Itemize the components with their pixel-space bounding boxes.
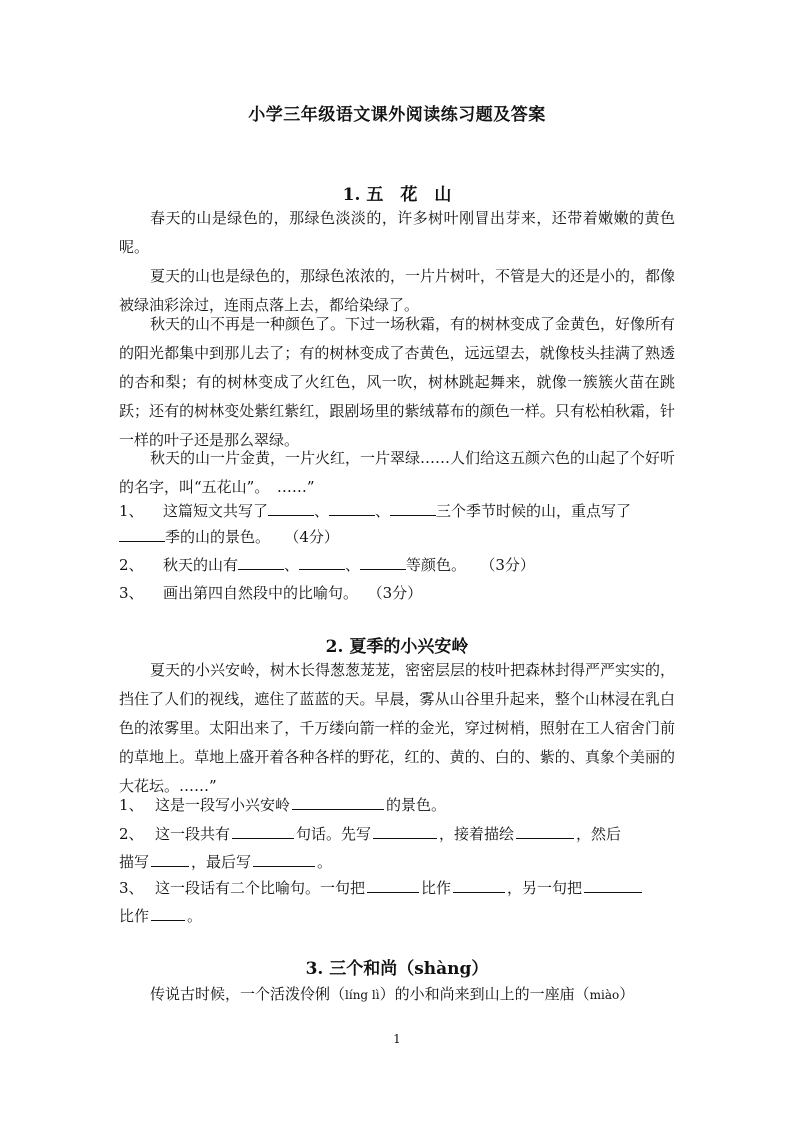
question-text: ，另一句把 <box>507 879 583 897</box>
section-heading-wuhuashan: 1. 五 花 山 <box>342 185 452 205</box>
question-text: 句话。先写 <box>296 825 372 843</box>
score: （3分） <box>480 556 535 574</box>
question-text: ，然后 <box>576 825 622 843</box>
section-heading-sangeheshang: 3. 三个和尚（shàng） <box>305 959 489 979</box>
question-text: 的景色。 <box>386 796 447 814</box>
question-number: 2、 <box>119 825 144 843</box>
question-number: 1、 <box>119 796 144 814</box>
question-number: 3、 <box>119 584 144 602</box>
question-text: 。 <box>187 907 203 925</box>
text-run: ）的小和尚来到山上的一座庙（ <box>379 985 590 1003</box>
question-text: 比作 <box>119 907 150 925</box>
question-text: 比作 <box>421 879 452 897</box>
answer-blank[interactable] <box>360 556 406 570</box>
question-text: 三个季节时候的山，重点写了 <box>436 502 632 520</box>
separator: 、 <box>345 556 361 574</box>
question-1 <box>119 792 679 818</box>
question-text: 这一段话有二个比喻句。一句把 <box>155 879 366 897</box>
question-text: 这是一段写小兴安岭 <box>155 796 291 814</box>
question-text: ，最后写 <box>191 853 252 871</box>
question-number: 3、 <box>119 879 144 897</box>
question-2 <box>119 820 679 876</box>
answer-blank[interactable] <box>373 829 437 839</box>
answer-blank[interactable] <box>232 829 294 839</box>
page-number: 1 <box>393 1032 401 1046</box>
question-text: 季的山的景色。 <box>165 528 271 546</box>
answer-blank[interactable] <box>151 911 185 921</box>
answer-blank[interactable] <box>329 502 375 516</box>
paragraph: 秋天的山一片金黄，一片火红，一片翠绿……人们给这五颜六色的山起了个好听的名字，叫“五花山”。 ……” <box>119 449 676 496</box>
question-text: 。 <box>317 853 333 871</box>
paragraph <box>119 980 675 1010</box>
answer-blank[interactable] <box>253 857 315 867</box>
answer-blank[interactable] <box>516 829 574 839</box>
pinyin-annotation: miào <box>589 988 620 1002</box>
question-text: 秋天的山有 <box>163 556 239 574</box>
question-1 <box>119 498 679 550</box>
answer-blank[interactable] <box>390 502 436 516</box>
separator: 、 <box>284 556 300 574</box>
answer-blank[interactable] <box>367 883 419 893</box>
answer-blank[interactable] <box>299 556 345 570</box>
answer-blank[interactable] <box>238 556 284 570</box>
paragraph: 夏天的山也是绿色的，那绿色浓浓的，一片片树叶，不管是大的还是小的，都像被绿油彩涂过，连雨点落上去，都给染绿了。 <box>119 267 676 314</box>
question-3 <box>119 580 679 606</box>
text-run: 传说古时候，一个活泼伶俐（ <box>150 985 346 1003</box>
question-text: ，接着描绘 <box>439 825 515 843</box>
document-title: 小学三年级语文课外阅读练习题及答案 <box>248 105 546 125</box>
paragraph: 春天的山是绿色的，那绿色淡淡的，许多树叶刚冒出芽来，还带着嫩嫩的黄色呢。 <box>119 209 675 256</box>
answer-blank[interactable] <box>292 800 384 810</box>
question-2 <box>119 552 679 578</box>
section-heading-xiaoxinganling: 2. 夏季的小兴安岭 <box>325 637 469 657</box>
answer-blank[interactable] <box>584 883 642 893</box>
question-number: 2、 <box>119 556 144 574</box>
question-number: 1、 <box>119 502 144 520</box>
question-text: 这一段共有 <box>155 825 231 843</box>
score: （3分） <box>367 584 423 602</box>
text-run: ） <box>619 985 635 1003</box>
question-text: 等颜色。 <box>406 556 467 574</box>
question-text: 描写 <box>119 853 150 871</box>
separator: 、 <box>314 502 330 520</box>
separator: 、 <box>375 502 391 520</box>
answer-blank[interactable] <box>268 502 314 516</box>
paragraph: 秋天的山不再是一种颜色了。下过一场秋霜，有的树林变成了金黄色，好像所有的阳光都集中到那儿去了；有的树林变成了杏黄色，远远望去，就像枝头挂满了熟透的杏和梨；有的树林变成了火红色，风一吹，树林跳起舞来，就像一簇簇火苗在跳跃；还有的树林变处紫红紫红，跟剧场里的紫绒幕布的颜色一样。只有松柏秋霜，针一样的叶子还是那么翠绿。 <box>119 315 676 449</box>
answer-blank[interactable] <box>453 883 505 893</box>
question-text: 这篇短文共写了 <box>163 502 269 520</box>
score: （4分） <box>284 528 339 546</box>
question-text: 画出第四自然段中的比喻句。 <box>163 584 359 602</box>
answer-blank[interactable] <box>151 857 189 867</box>
answer-blank[interactable] <box>119 528 165 542</box>
paragraph: 夏天的小兴安岭，树木长得葱葱茏茏，密密层层的枝叶把森林封得严严实实的，挡住了人们的视线，遮住了蓝蓝的天。早晨，雾从山谷里升起来，整个山林浸在乳白色的浓雾里。太阳出来了，千万缕向箭一样的金光，穿过树梢，照射在工人宿舍门前的草地上。草地上盛开着各种各样的野花，红的、黄的、白的、紫的、真象个美丽的大花坛。……” <box>119 661 676 795</box>
pinyin-annotation: líng lì <box>345 988 380 1002</box>
question-3 <box>119 874 679 930</box>
